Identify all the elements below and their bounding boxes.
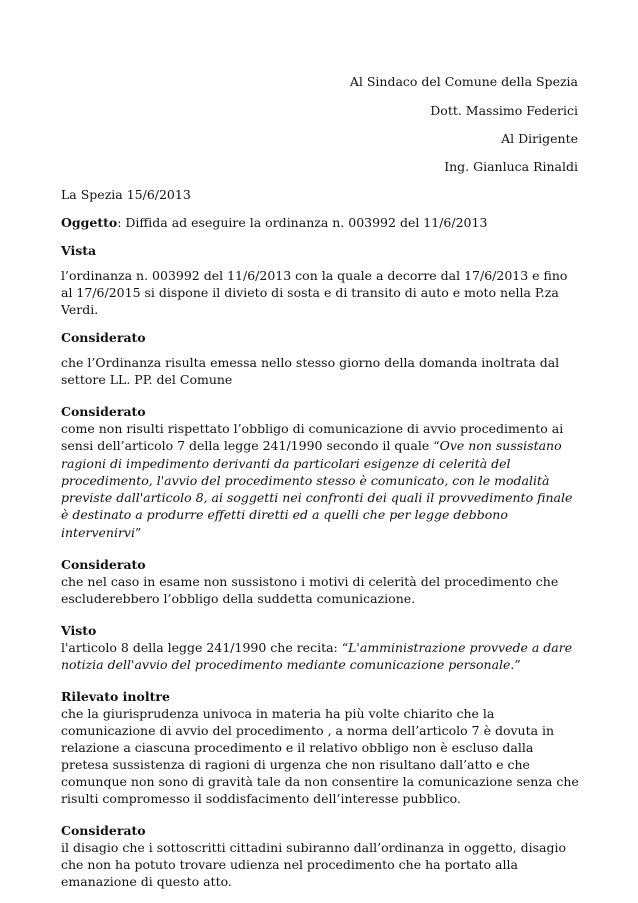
section-heading: Vista <box>61 243 97 258</box>
place-date: La Spezia 15/6/2013 <box>61 187 191 202</box>
section-heading: Considerato <box>61 404 146 419</box>
section-heading: Visto <box>61 623 97 639</box>
section-heading: Considerato <box>61 557 146 573</box>
section-text-before: come non risulti rispettato l’obbligo di comunicazione di avvio procedimento ai sensi dell’articolo 7 della legge 241/1990 secondo il quale “ <box>61 421 564 454</box>
section-text <box>61 639 581 673</box>
subject-text: : Diffida ad eseguire la ordinanza n. 003992 del 11/6/2013 <box>117 215 488 230</box>
law-quote: Ove non sussistano ragioni di impedimento derivanti da particolari esigenze di celerità del procedimento, l'avvio del procedimento stesso è comunicato, con le modalità previste dall'articolo 8, ai soggetti nei confronti dei quali il provvedimento finale è destinato a produrre effetti diretti ed a quelli che per legge debbono intervenirvi <box>61 438 573 540</box>
section-text: il disagio che i sottoscritti cittadini subiranno dall’ordinanza in oggetto, disagio che non ha potuto trovare udienza nel procedimento che ha portato alla emanazione di questo atto. <box>61 840 567 890</box>
section-heading: Considerato <box>61 330 146 345</box>
section-text: l’ordinanza n. 003992 del 11/6/2013 con la quale a decorre dal 17/6/2013 e fino al 17/6/2015 si dispone il divieto di sosta e di transito di auto e moto nella P.za Verdi. <box>61 268 568 317</box>
section-text: che l’Ordinanza risulta emessa nello stesso giorno della domanda inoltrata dal settore LL. PP. del Comune <box>61 355 560 387</box>
section-heading: Considerato <box>61 823 146 839</box>
recipient-director: Al Dirigente <box>501 131 578 146</box>
section-text: che nel caso in esame non sussistono i motivi di celerità del procedimento che escluderebbero l’obbligo della suddetta comunicazione. <box>61 574 559 607</box>
section-text-after: ” <box>514 657 521 673</box>
letter-body <box>61 186 581 890</box>
section-text: che la giurisprudenza univoca in materia ha più volte chiarito che la comunicazione di avvio del procedimento , a norma dell’articolo 7 è dovuta in relazione a ciascuna procedimento e il relativo obbligo non è escluso dalla pretesa sussistenza di ragioni di urgenza che non risultano dall’atto e che comunque non sono di gravità tale da non consentire la comunicazione senza che risulti compromesso il soddisfacimento dell’interesse pubblico. <box>61 706 579 807</box>
section-text-before: l'articolo 8 della legge 241/1990 che recita: “ <box>61 640 349 656</box>
section-heading: Rilevato inoltre <box>61 689 170 705</box>
recipient-mayor-name: Dott. Massimo Federici <box>430 103 578 118</box>
section-text <box>61 420 581 541</box>
section-text-after: ” <box>135 524 142 540</box>
recipient-director-name: Ing. Gianluca Rinaldi <box>444 159 578 174</box>
law-quote: L'amministrazione provvede a dare notizia dell'avvio del procedimento mediante comunicazione personale. <box>61 640 573 673</box>
recipient-mayor: Al Sindaco del Comune della Spezia <box>349 74 578 89</box>
subject-label: Oggetto <box>61 215 118 230</box>
subject-line <box>61 214 581 231</box>
